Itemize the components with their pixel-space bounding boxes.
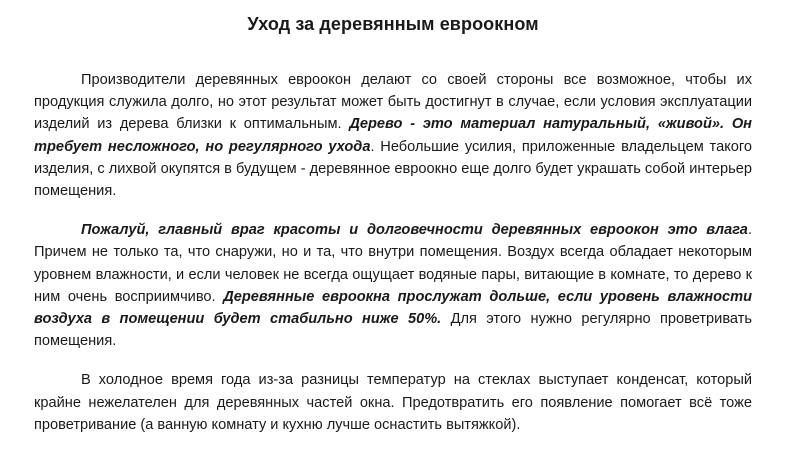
page-title: Уход за деревянным евроокном: [247, 14, 539, 34]
paragraph-2: [34, 219, 752, 352]
paragraph-1-emphasis-1: Дерево - это материал натуральный, «живой». Он требует несложного, но регулярного ухода: [34, 116, 752, 155]
paragraph-1-text-2: . Небольшие усилия, приложенные владельцем такого изделия, с лихвой окупятся в будущем - деревянное евроокно еще долго будет украшать собой интерьер помещения.: [34, 138, 752, 200]
paragraph-2-emphasis-1: Пожалуй, главный враг красоты и долговечности деревянных евроокон это влага: [81, 222, 748, 239]
paragraph-3: [34, 369, 752, 436]
paragraph-2-text-2: Для этого нужно регулярно проветривать помещения.: [34, 311, 752, 350]
paragraph-2-emphasis-2: Деревянные евроокна прослужат дольше, если уровень влажности воздуха в помещении будет стабильно ниже 50%.: [34, 288, 752, 328]
paragraph-1-text-1: Производители деревянных евроокон делают со своей стороны все возможное, чтобы их продукция служила долго, но этот результат может быть достигнут в случае, если условия эксплуатации изделий из дерева близки к оптимальным.: [34, 72, 752, 133]
paragraph-2-text-1: . Причем не только та, что снаружи, но и та, что внутри помещения. Воздух всегда обладает некоторым уровнем влажности, и если человек не всегда ощущает водяные пары, витающие в комнате, то дерево к ним очень восприимчиво.: [34, 222, 752, 305]
paragraph-1: [34, 69, 752, 202]
paragraph-3-text-1: В холодное время года из-за разницы температур на стеклах выступает конденсат, который крайне нежелателен для деревянных частей окна. Предотвратить его появление помогает всё тоже проветривание (а ванную комнату и кухню лучше оснастить вытяжкой).: [34, 372, 752, 433]
